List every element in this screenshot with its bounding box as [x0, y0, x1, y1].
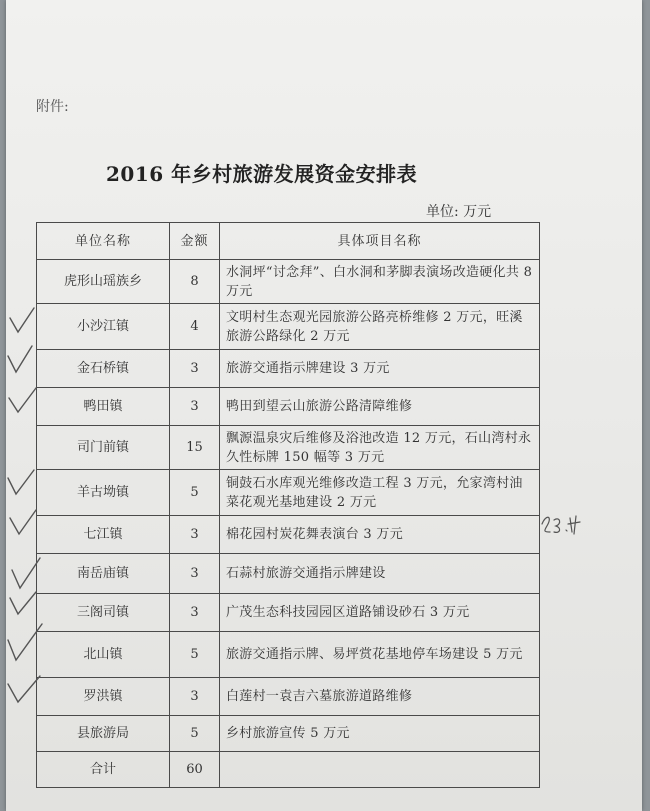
row-amount: 5 [170, 470, 220, 516]
row-unit-name: 金石桥镇 [37, 350, 170, 388]
table-row [37, 260, 540, 304]
row-amount: 3 [170, 516, 220, 554]
table-header-row [37, 223, 540, 260]
row-amount: 4 [170, 304, 220, 350]
attachment-label: 附件: [36, 99, 69, 115]
table-row [37, 632, 540, 678]
handwritten-mark-icon [540, 510, 590, 540]
row-amount: 3 [170, 350, 220, 388]
table-row [37, 594, 540, 632]
row-project: 铜鼓石水库观光维修改造工程 3 万元，允家湾村油菜花观光基地建设 2 万元 [220, 470, 540, 516]
check-mark-icon [9, 388, 36, 412]
row-project: 旅游交通指示牌建设 3 万元 [220, 350, 540, 388]
row-unit-name: 虎形山瑶族乡 [37, 260, 170, 304]
document-page [6, 0, 642, 811]
row-unit-name: 三阁司镇 [37, 594, 170, 632]
row-project: 石蒜村旅游交通指示牌建设 [220, 554, 540, 594]
header-project-name: 具体项目名称 [220, 223, 540, 260]
row-unit-name: 七江镇 [37, 516, 170, 554]
row-amount: 3 [170, 678, 220, 716]
table-row [37, 426, 540, 470]
table-row [37, 516, 540, 554]
row-project: 旅游交通指示牌、易坪赏花基地停车场建设 5 万元 [220, 632, 540, 678]
row-amount: 8 [170, 260, 220, 304]
check-mark-icon [10, 510, 36, 534]
row-project: 乡村旅游宣传 5 万元 [220, 716, 540, 752]
check-mark-icon [10, 308, 34, 332]
header-unit-name: 单位名称 [37, 223, 170, 260]
row-amount: 3 [170, 594, 220, 632]
row-unit-name: 县旅游局 [37, 716, 170, 752]
row-unit-name: 司门前镇 [37, 426, 170, 470]
row-amount: 15 [170, 426, 220, 470]
table-row [37, 350, 540, 388]
row-project: 文明村生态观光园旅游公路亮桥维修 2 万元，旺溪旅游公路绿化 2 万元 [220, 304, 540, 350]
header-amount: 金额 [170, 223, 220, 260]
table-row [37, 388, 540, 426]
total-amount: 60 [170, 752, 220, 788]
unit-note: 单位: 万元 [426, 204, 492, 220]
table-row [37, 470, 540, 516]
row-project: 水洞坪“讨念拜”、白水洞和茅脚表演场改造硬化共 8 万元 [220, 260, 540, 304]
row-unit-name: 鸭田镇 [37, 388, 170, 426]
table-row [37, 304, 540, 350]
table-total-row [37, 752, 540, 788]
row-amount: 5 [170, 632, 220, 678]
check-mark-icon [10, 592, 36, 614]
row-amount: 5 [170, 716, 220, 752]
check-mark-icon [8, 470, 34, 494]
row-amount: 3 [170, 554, 220, 594]
table-row [37, 554, 540, 594]
row-amount: 3 [170, 388, 220, 426]
row-project: 飘源温泉灾后维修及浴池改造 12 万元，石山湾村永久性标牌 150 幅等 3 万元 [220, 426, 540, 470]
row-unit-name: 羊古坳镇 [37, 470, 170, 516]
table-row [37, 678, 540, 716]
row-project: 广茂生态科技园园区道路铺设砂石 3 万元 [220, 594, 540, 632]
row-project: 白莲村一袁吉六墓旅游道路维修 [220, 678, 540, 716]
row-unit-name: 罗洪镇 [37, 678, 170, 716]
total-label: 合计 [37, 752, 170, 788]
table-row [37, 716, 540, 752]
row-project: 棉花园村炭花舞表演台 3 万元 [220, 516, 540, 554]
page-title: 2016 年乡村旅游发展资金安排表 [106, 162, 418, 186]
row-unit-name: 北山镇 [37, 632, 170, 678]
row-unit-name: 南岳庙镇 [37, 554, 170, 594]
row-unit-name: 小沙江镇 [37, 304, 170, 350]
fund-allocation-table [36, 222, 540, 788]
row-project: 鸭田到望云山旅游公路清障维修 [220, 388, 540, 426]
check-mark-icon [8, 346, 32, 372]
total-project [220, 752, 540, 788]
